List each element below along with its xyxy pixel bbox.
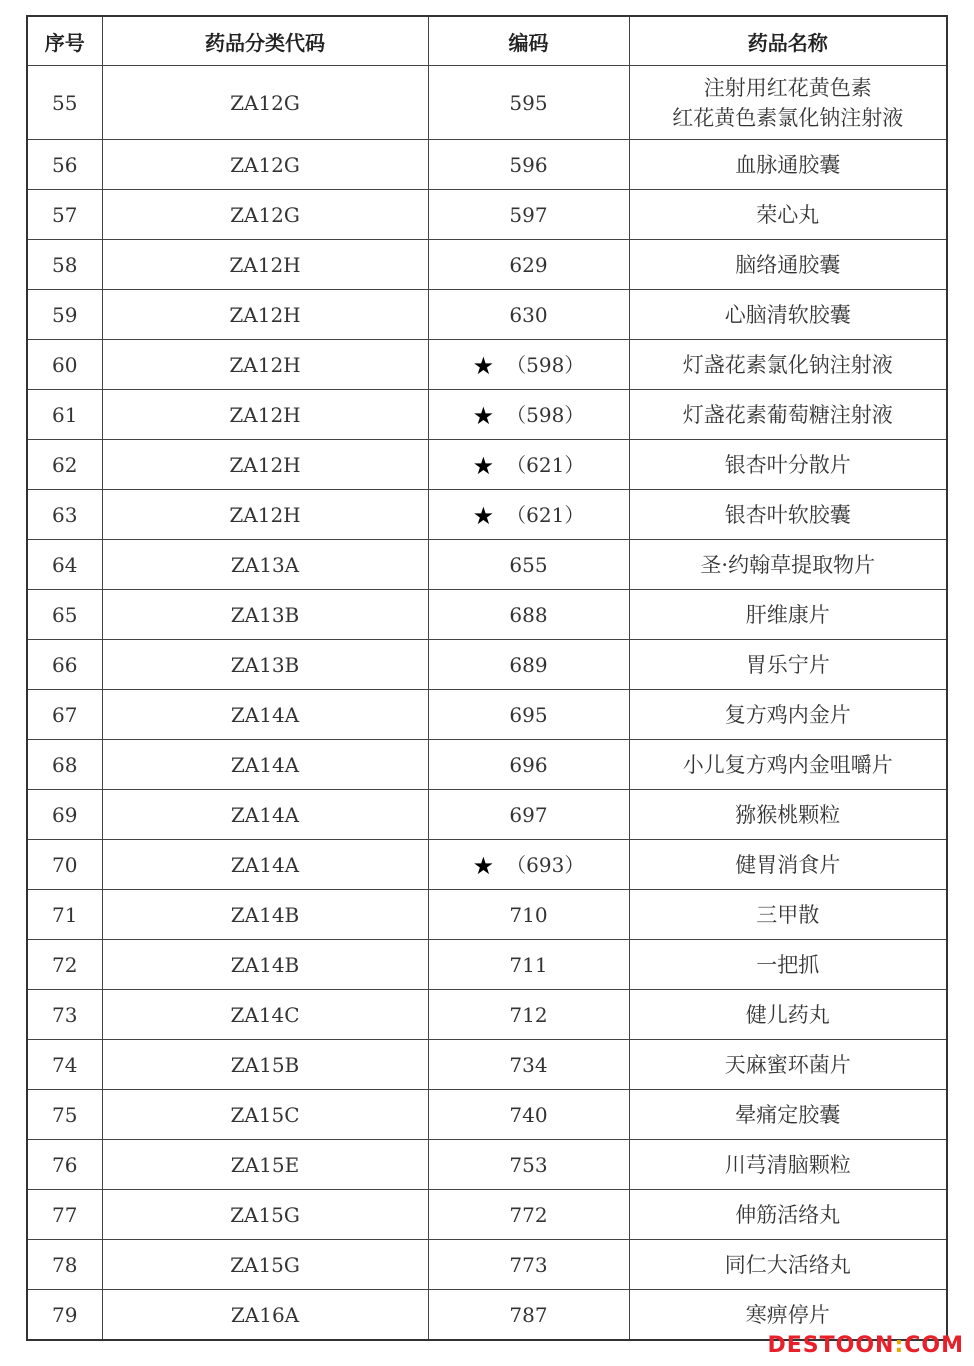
cell-seq: 56 — [27, 140, 102, 190]
cell-drug-name — [629, 540, 947, 590]
star-icon: ★ — [472, 502, 495, 530]
table-body — [27, 66, 947, 1341]
cell-drug-name — [629, 1140, 947, 1190]
star-icon: ★ — [472, 352, 495, 380]
cell-category-code: ZA15G — [102, 1240, 428, 1290]
drug-name-line: 灯盏花素氯化钠注射液 — [682, 352, 893, 377]
cell-code-value: （621） — [506, 453, 585, 477]
star-icon: ★ — [472, 452, 495, 480]
table-row — [27, 1140, 947, 1190]
table-row — [27, 690, 947, 740]
cell-seq: 67 — [27, 690, 102, 740]
star-icon: ★ — [472, 852, 495, 880]
table-row — [27, 790, 947, 840]
cell-seq: 71 — [27, 890, 102, 940]
watermark-logo: DESTOON:COM — [767, 1333, 964, 1358]
table-row — [27, 1090, 947, 1140]
cell-drug-name — [629, 440, 947, 490]
cell-drug-name — [629, 340, 947, 390]
cell-drug-name — [629, 840, 947, 890]
drug-name-line: 一把抓 — [756, 952, 820, 977]
drug-name-line: 心脑清软胶囊 — [724, 302, 851, 327]
cell-seq: 72 — [27, 940, 102, 990]
cell-category-code: ZA12G — [102, 190, 428, 240]
cell-category-code: ZA14B — [102, 890, 428, 940]
table-row — [27, 390, 947, 440]
cell-code-value: （693） — [506, 853, 585, 877]
drug-name-line: 肝维康片 — [745, 602, 830, 627]
cell-category-code: ZA14A — [102, 790, 428, 840]
cell-category-code: ZA14B — [102, 940, 428, 990]
drug-name-line: 银杏叶软胶囊 — [724, 502, 851, 527]
table-row — [27, 1190, 947, 1240]
cell-code: 734 — [428, 1040, 629, 1090]
drug-name-line: 荣心丸 — [756, 202, 820, 227]
table-row — [27, 940, 947, 990]
cell-drug-name — [629, 1040, 947, 1090]
table-row — [27, 740, 947, 790]
drug-name-line: 健儿药丸 — [745, 1002, 830, 1027]
cell-seq: 66 — [27, 640, 102, 690]
cell-category-code: ZA12G — [102, 66, 428, 140]
cell-seq: 68 — [27, 740, 102, 790]
cell-code — [428, 840, 629, 890]
table-row — [27, 990, 947, 1040]
cell-seq: 79 — [27, 1290, 102, 1341]
drug-name-line: 灯盏花素葡萄糖注射液 — [682, 402, 893, 427]
header-name: 药品名称 — [629, 16, 947, 66]
cell-seq: 62 — [27, 440, 102, 490]
drug-name-line: 川芎清脑颗粒 — [724, 1152, 851, 1177]
cell-code — [428, 440, 629, 490]
cell-seq: 55 — [27, 66, 102, 140]
cell-category-code: ZA15E — [102, 1140, 428, 1190]
cell-code — [428, 390, 629, 440]
cell-seq: 73 — [27, 990, 102, 1040]
cell-code: 597 — [428, 190, 629, 240]
drug-name-line: 寒痹停片 — [745, 1302, 830, 1327]
cell-seq: 65 — [27, 590, 102, 640]
cell-category-code: ZA12H — [102, 240, 428, 290]
drug-name-line: 同仁大活络丸 — [724, 1252, 851, 1277]
cell-drug-name — [629, 590, 947, 640]
table-row — [27, 890, 947, 940]
table-row — [27, 440, 947, 490]
drug-table — [26, 15, 948, 1341]
cell-code: 712 — [428, 990, 629, 1040]
cell-code: 772 — [428, 1190, 629, 1240]
cell-category-code: ZA12H — [102, 390, 428, 440]
cell-drug-name — [629, 890, 947, 940]
table-row — [27, 1040, 947, 1090]
cell-code: 688 — [428, 590, 629, 640]
cell-category-code: ZA12H — [102, 290, 428, 340]
cell-drug-name — [629, 290, 947, 340]
drug-name-line: 伸筋活络丸 — [735, 1202, 841, 1227]
table-row — [27, 340, 947, 390]
table-row — [27, 640, 947, 690]
header-seq: 序号 — [27, 16, 102, 66]
cell-drug-name — [629, 940, 947, 990]
cell-drug-name — [629, 240, 947, 290]
table-row — [27, 1240, 947, 1290]
cell-category-code: ZA14A — [102, 690, 428, 740]
drug-name-line: 红花黄色素氯化钠注射液 — [672, 105, 904, 130]
cell-code: 629 — [428, 240, 629, 290]
cell-category-code: ZA14A — [102, 740, 428, 790]
cell-code — [428, 340, 629, 390]
cell-seq: 74 — [27, 1040, 102, 1090]
cell-drug-name — [629, 140, 947, 190]
cell-seq: 75 — [27, 1090, 102, 1140]
cell-category-code: ZA15G — [102, 1190, 428, 1240]
cell-code: 787 — [428, 1290, 629, 1341]
cell-code: 595 — [428, 66, 629, 140]
table-row — [27, 490, 947, 540]
header-code: 编码 — [428, 16, 629, 66]
cell-code-value: （598） — [506, 353, 585, 377]
star-icon: ★ — [472, 402, 495, 430]
drug-name-line: 胃乐宁片 — [745, 652, 830, 677]
cell-code: 655 — [428, 540, 629, 590]
cell-category-code: ZA16A — [102, 1290, 428, 1341]
cell-code: 695 — [428, 690, 629, 740]
table-header-row — [27, 16, 947, 66]
cell-code: 689 — [428, 640, 629, 690]
cell-code: 630 — [428, 290, 629, 340]
cell-category-code: ZA13A — [102, 540, 428, 590]
drug-name-line: 银杏叶分散片 — [724, 452, 851, 477]
table-row — [27, 290, 947, 340]
cell-category-code: ZA14C — [102, 990, 428, 1040]
cell-category-code: ZA15C — [102, 1090, 428, 1140]
drug-name-line: 注射用红花黄色素 — [703, 75, 872, 100]
table-row — [27, 190, 947, 240]
cell-code: 740 — [428, 1090, 629, 1140]
cell-category-code: ZA12H — [102, 490, 428, 540]
header-category-code: 药品分类代码 — [102, 16, 428, 66]
cell-category-code: ZA13B — [102, 590, 428, 640]
cell-seq: 57 — [27, 190, 102, 240]
cell-code: 596 — [428, 140, 629, 190]
cell-seq: 59 — [27, 290, 102, 340]
cell-code-value: （598） — [506, 403, 585, 427]
cell-drug-name — [629, 740, 947, 790]
cell-seq: 70 — [27, 840, 102, 890]
cell-drug-name — [629, 390, 947, 440]
table-row — [27, 540, 947, 590]
cell-code: 696 — [428, 740, 629, 790]
cell-code: 711 — [428, 940, 629, 990]
cell-drug-name — [629, 790, 947, 840]
table-row — [27, 590, 947, 640]
cell-seq: 78 — [27, 1240, 102, 1290]
cell-drug-name — [629, 1240, 947, 1290]
cell-category-code: ZA14A — [102, 840, 428, 890]
drug-name-line: 三甲散 — [756, 902, 820, 927]
drug-name-line: 血脉通胶囊 — [735, 152, 841, 177]
drug-name-line: 小儿复方鸡内金咀嚼片 — [682, 752, 893, 777]
cell-drug-name — [629, 1190, 947, 1240]
cell-code: 753 — [428, 1140, 629, 1190]
cell-code-value: （621） — [506, 503, 585, 527]
cell-code — [428, 490, 629, 540]
drug-name-line: 复方鸡内金片 — [724, 702, 851, 727]
cell-drug-name — [629, 66, 947, 140]
drug-name-line: 脑络通胶囊 — [735, 252, 841, 277]
cell-code: 710 — [428, 890, 629, 940]
cell-code: 697 — [428, 790, 629, 840]
drug-name-line: 晕痛定胶囊 — [735, 1102, 841, 1127]
table-row — [27, 66, 947, 140]
cell-seq: 64 — [27, 540, 102, 590]
cell-seq: 58 — [27, 240, 102, 290]
cell-code: 773 — [428, 1240, 629, 1290]
cell-drug-name — [629, 990, 947, 1040]
cell-drug-name — [629, 1090, 947, 1140]
cell-category-code: ZA12H — [102, 340, 428, 390]
cell-category-code: ZA12H — [102, 440, 428, 490]
drug-name-line: 天麻蜜环菌片 — [724, 1052, 851, 1077]
cell-seq: 60 — [27, 340, 102, 390]
table-row — [27, 240, 947, 290]
cell-drug-name — [629, 190, 947, 240]
cell-seq: 69 — [27, 790, 102, 840]
table-row — [27, 140, 947, 190]
drug-name-line: 猕猴桃颗粒 — [735, 802, 841, 827]
cell-seq: 76 — [27, 1140, 102, 1190]
cell-seq: 77 — [27, 1190, 102, 1240]
drug-name-line: 圣·约翰草提取物片 — [700, 552, 876, 577]
cell-seq: 61 — [27, 390, 102, 440]
cell-category-code: ZA15B — [102, 1040, 428, 1090]
drug-name-line: 健胃消食片 — [735, 852, 841, 877]
table-row — [27, 840, 947, 890]
cell-drug-name — [629, 690, 947, 740]
cell-category-code: ZA13B — [102, 640, 428, 690]
cell-seq: 63 — [27, 490, 102, 540]
cell-drug-name — [629, 490, 947, 540]
cell-drug-name — [629, 640, 947, 690]
cell-category-code: ZA12G — [102, 140, 428, 190]
